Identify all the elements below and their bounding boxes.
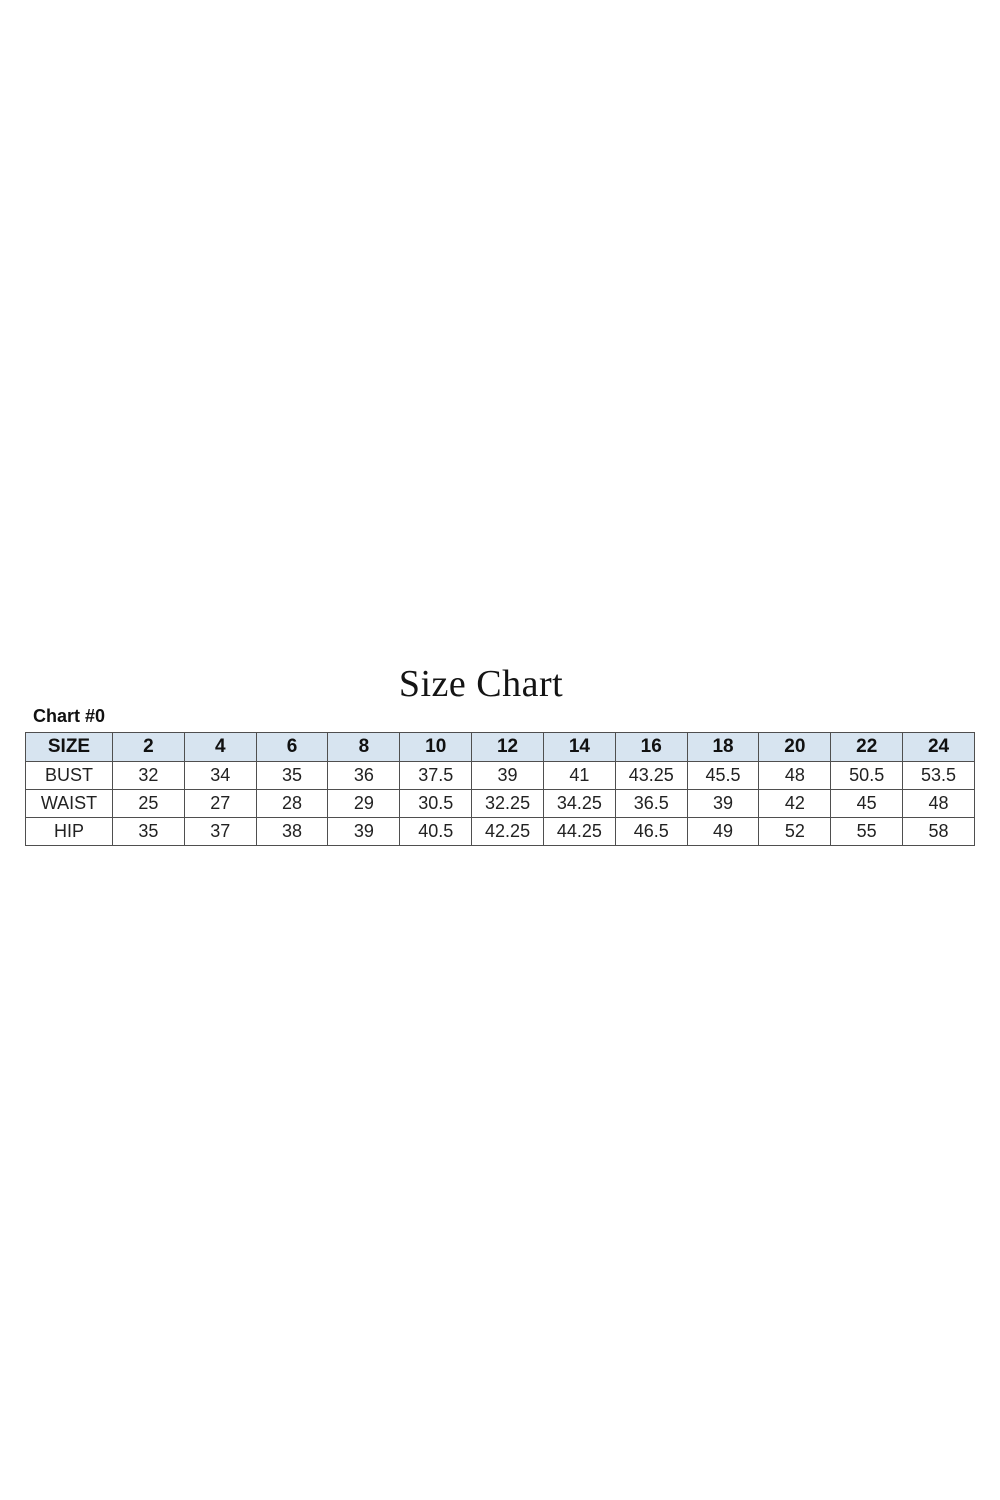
measurement-cell: 46.5	[615, 818, 687, 846]
column-header: 18	[687, 733, 759, 762]
table-header-row	[26, 733, 975, 762]
measurement-cell: 34	[184, 762, 256, 790]
column-header: 20	[759, 733, 831, 762]
row-label: HIP	[26, 818, 113, 846]
size-chart-table	[25, 732, 975, 846]
measurement-cell: 35	[113, 818, 185, 846]
column-header: 16	[615, 733, 687, 762]
column-header-size: SIZE	[26, 733, 113, 762]
measurement-cell: 53.5	[903, 762, 975, 790]
column-header: 4	[184, 733, 256, 762]
measurement-cell: 39	[687, 790, 759, 818]
measurement-cell: 40.5	[400, 818, 472, 846]
column-header: 6	[256, 733, 328, 762]
measurement-cell: 48	[759, 762, 831, 790]
chart-number-label: Chart #0	[33, 706, 106, 726]
measurement-cell: 49	[687, 818, 759, 846]
column-header: 12	[472, 733, 544, 762]
table-row	[26, 790, 975, 818]
measurement-cell: 36	[328, 762, 400, 790]
measurement-cell: 32.25	[472, 790, 544, 818]
measurement-cell: 42.25	[472, 818, 544, 846]
measurement-cell: 45	[831, 790, 903, 818]
table-row	[26, 762, 975, 790]
measurement-cell: 25	[113, 790, 185, 818]
measurement-cell: 39	[328, 818, 400, 846]
measurement-cell: 44.25	[543, 818, 615, 846]
measurement-cell: 58	[903, 818, 975, 846]
measurement-cell: 28	[256, 790, 328, 818]
measurement-cell: 35	[256, 762, 328, 790]
column-header: 2	[113, 733, 185, 762]
measurement-cell: 42	[759, 790, 831, 818]
measurement-cell: 27	[184, 790, 256, 818]
measurement-cell: 41	[543, 762, 615, 790]
measurement-cell: 45.5	[687, 762, 759, 790]
measurement-cell: 37.5	[400, 762, 472, 790]
measurement-cell: 43.25	[615, 762, 687, 790]
page-title: Size Chart	[398, 663, 564, 705]
column-header: 22	[831, 733, 903, 762]
measurement-cell: 39	[472, 762, 544, 790]
measurement-cell: 48	[903, 790, 975, 818]
measurement-cell: 37	[184, 818, 256, 846]
measurement-cell: 38	[256, 818, 328, 846]
table-body	[26, 762, 975, 846]
row-label: BUST	[26, 762, 113, 790]
table-row	[26, 818, 975, 846]
table-header	[26, 733, 975, 762]
measurement-cell: 30.5	[400, 790, 472, 818]
measurement-cell: 52	[759, 818, 831, 846]
column-header: 10	[400, 733, 472, 762]
column-header: 8	[328, 733, 400, 762]
measurement-cell: 36.5	[615, 790, 687, 818]
measurement-cell: 50.5	[831, 762, 903, 790]
column-header: 14	[543, 733, 615, 762]
measurement-cell: 34.25	[543, 790, 615, 818]
measurement-cell: 32	[113, 762, 185, 790]
measurement-cell: 55	[831, 818, 903, 846]
measurement-cell: 29	[328, 790, 400, 818]
column-header: 24	[903, 733, 975, 762]
row-label: WAIST	[26, 790, 113, 818]
